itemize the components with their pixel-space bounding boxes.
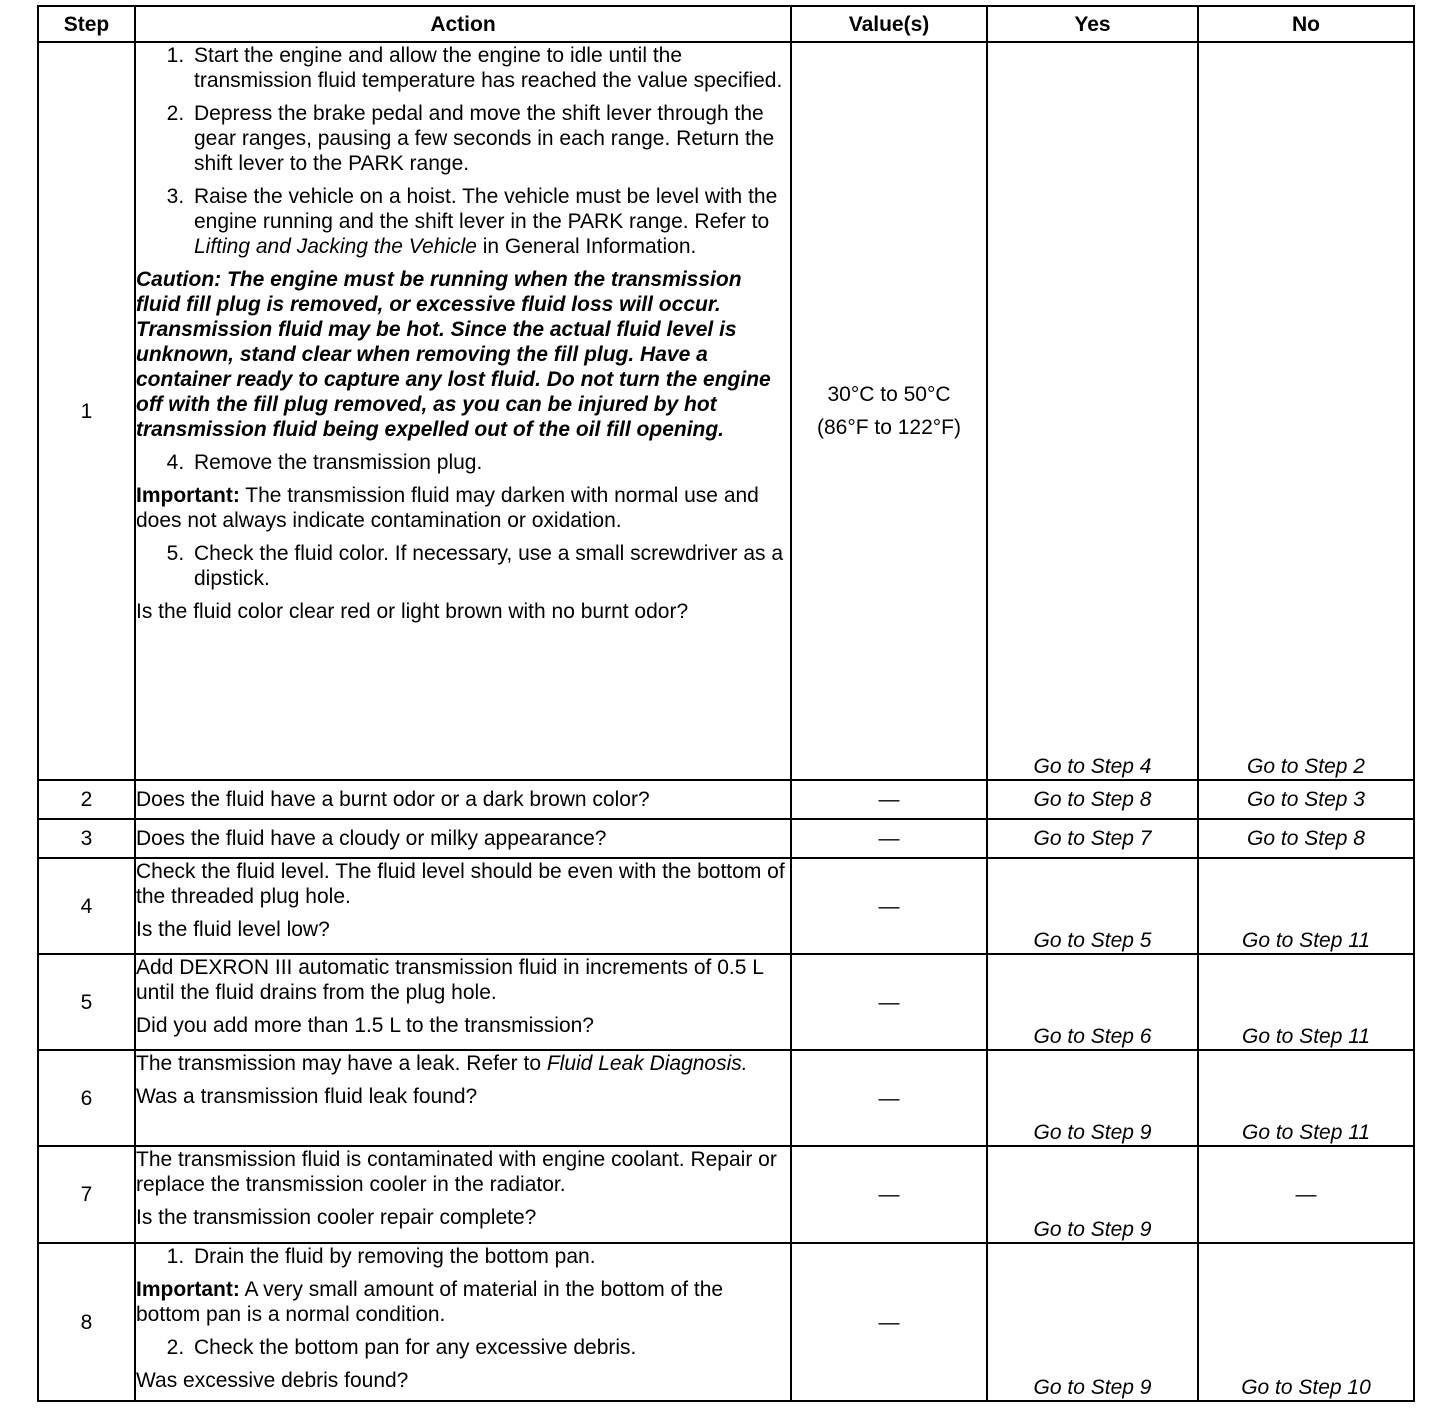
reference-link: Fluid Leak Diagnosis. bbox=[546, 1052, 748, 1075]
no-cell: — bbox=[1198, 1146, 1414, 1243]
step-number: 5 bbox=[38, 954, 135, 1050]
action-text-part: The transmission may have a leak. Refer to bbox=[136, 1052, 547, 1075]
caution-note: Caution: The engine must be running when the transmission fluid fill plug is removed, or excessive fluid loss will occur. Transmission fluid may be hot. Since the actual fluid level is unknown, stand clear when removing the fill plug. Have a container ready to capture any lost fluid. Do not turn the engine off with the fill plug removed, as you can be injured by hot transmission fluid being expelled out of the oil fill opening. bbox=[136, 268, 771, 441]
list-item: 1. Drain the fluid by removing the bottom pan. bbox=[190, 1244, 790, 1269]
important-label: Important: bbox=[136, 484, 240, 507]
diagnostic-table bbox=[37, 5, 1415, 1402]
action-cell bbox=[135, 42, 791, 780]
step-number: 7 bbox=[38, 1146, 135, 1243]
action-text: Add DEXRON III automatic transmission fluid in increments of 0.5 L until the fluid drains from the plug hole. bbox=[136, 956, 764, 1004]
yes-cell: Go to Step 9 bbox=[987, 1050, 1198, 1146]
action-cell: Does the fluid have a cloudy or milky appearance? bbox=[135, 819, 791, 858]
table-row-step-1 bbox=[38, 42, 1414, 780]
action-cell bbox=[135, 1146, 791, 1243]
list-item: 5. Check the fluid color. If necessary, use a small screwdriver as a dipstick. bbox=[190, 541, 790, 591]
list-item: 1. Start the engine and allow the engine to idle until the transmission fluid temperature has reached the value specified. bbox=[190, 43, 790, 93]
yes-cell: Go to Step 9 bbox=[987, 1243, 1198, 1401]
list-item: 2. Depress the brake pedal and move the shift lever through the gear ranges, pausing a few seconds in each range. Return the shift lever to the PARK range. bbox=[190, 101, 790, 176]
value-cell: — bbox=[791, 819, 987, 858]
procedure-list bbox=[136, 541, 790, 591]
procedure-list bbox=[136, 1335, 790, 1360]
no-cell: Go to Step 8 bbox=[1198, 819, 1414, 858]
procedure-list bbox=[136, 1244, 790, 1269]
step-number: 8 bbox=[38, 1243, 135, 1401]
yes-cell: Go to Step 8 bbox=[987, 780, 1198, 819]
value-cell: — bbox=[791, 858, 987, 954]
question-text: Was excessive debris found? bbox=[136, 1369, 409, 1392]
list-item bbox=[190, 184, 790, 259]
important-text: The transmission fluid may darken with normal use and does not always indicate contamination or oxidation. bbox=[136, 484, 759, 532]
action-cell bbox=[135, 1050, 791, 1146]
item-text: in General Information. bbox=[476, 235, 697, 258]
yes-cell: Go to Step 6 bbox=[987, 954, 1198, 1050]
no-cell: Go to Step 2 bbox=[1198, 42, 1414, 780]
value-cell: — bbox=[791, 780, 987, 819]
important-note bbox=[136, 483, 790, 533]
important-note bbox=[136, 1277, 790, 1327]
action-cell bbox=[135, 1243, 791, 1401]
header-yes: Yes bbox=[987, 6, 1198, 42]
table-row-step-2 bbox=[38, 780, 1414, 819]
yes-cell: Go to Step 9 bbox=[987, 1146, 1198, 1243]
table-row-step-4 bbox=[38, 858, 1414, 954]
list-item: 2. Check the bottom pan for any excessive debris. bbox=[190, 1335, 790, 1360]
table-row-step-5 bbox=[38, 954, 1414, 1050]
action-cell bbox=[135, 858, 791, 954]
yes-cell: Go to Step 7 bbox=[987, 819, 1198, 858]
procedure-list bbox=[136, 450, 790, 475]
header-no: No bbox=[1198, 6, 1414, 42]
list-item: 4. Remove the transmission plug. bbox=[190, 450, 790, 475]
action-cell bbox=[135, 954, 791, 1050]
yes-cell: Go to Step 4 bbox=[987, 42, 1198, 780]
question-text: Did you add more than 1.5 L to the transmission? bbox=[136, 1014, 594, 1037]
action-text: The transmission fluid is contaminated with engine coolant. Repair or replace the transmission cooler in the radiator. bbox=[136, 1148, 777, 1196]
table-row-step-8 bbox=[38, 1243, 1414, 1401]
value-cell: — bbox=[791, 954, 987, 1050]
table-row-step-3 bbox=[38, 819, 1414, 858]
procedure-list bbox=[136, 43, 790, 259]
value-cell bbox=[791, 42, 987, 780]
no-cell: Go to Step 11 bbox=[1198, 1050, 1414, 1146]
header-action: Action bbox=[135, 6, 791, 42]
step-number: 4 bbox=[38, 858, 135, 954]
table-row-step-6 bbox=[38, 1050, 1414, 1146]
no-cell: Go to Step 10 bbox=[1198, 1243, 1414, 1401]
value-cell: — bbox=[791, 1243, 987, 1401]
value-cell: — bbox=[791, 1146, 987, 1243]
important-text: A very small amount of material in the bottom of the bottom pan is a normal condition. bbox=[136, 1278, 724, 1326]
header-step: Step bbox=[38, 6, 135, 42]
no-cell: Go to Step 11 bbox=[1198, 954, 1414, 1050]
question-text: Is the fluid color clear red or light brown with no burnt odor? bbox=[136, 600, 689, 623]
step-number: 1 bbox=[38, 42, 135, 780]
important-label: Important: bbox=[136, 1278, 240, 1301]
action-text bbox=[136, 1051, 790, 1076]
question-text: Was a transmission fluid leak found? bbox=[136, 1085, 478, 1108]
reference-link: Lifting and Jacking the Vehicle bbox=[194, 235, 477, 258]
no-cell: Go to Step 3 bbox=[1198, 780, 1414, 819]
header-values: Value(s) bbox=[791, 6, 987, 42]
step-number: 2 bbox=[38, 780, 135, 819]
question-text: Is the fluid level low? bbox=[136, 918, 330, 941]
no-cell: Go to Step 11 bbox=[1198, 858, 1414, 954]
action-cell: Does the fluid have a burnt odor or a dark brown color? bbox=[135, 780, 791, 819]
yes-cell: Go to Step 5 bbox=[987, 858, 1198, 954]
value-line: (86°F to 122°F) bbox=[816, 416, 962, 439]
value-cell: — bbox=[791, 1050, 987, 1146]
value-line: 30°C to 50°C bbox=[827, 383, 951, 406]
question-text: Is the transmission cooler repair complete? bbox=[136, 1206, 537, 1229]
action-text: Check the fluid level. The fluid level should be even with the bottom of the threaded plug hole. bbox=[136, 860, 785, 908]
table-row-step-7 bbox=[38, 1146, 1414, 1243]
header-row bbox=[38, 6, 1414, 42]
step-number: 6 bbox=[38, 1050, 135, 1146]
step-number: 3 bbox=[38, 819, 135, 858]
item-text: Raise the vehicle on a hoist. The vehicle must be level with the engine running and the shift lever in the PARK range. Refer to bbox=[194, 185, 778, 233]
